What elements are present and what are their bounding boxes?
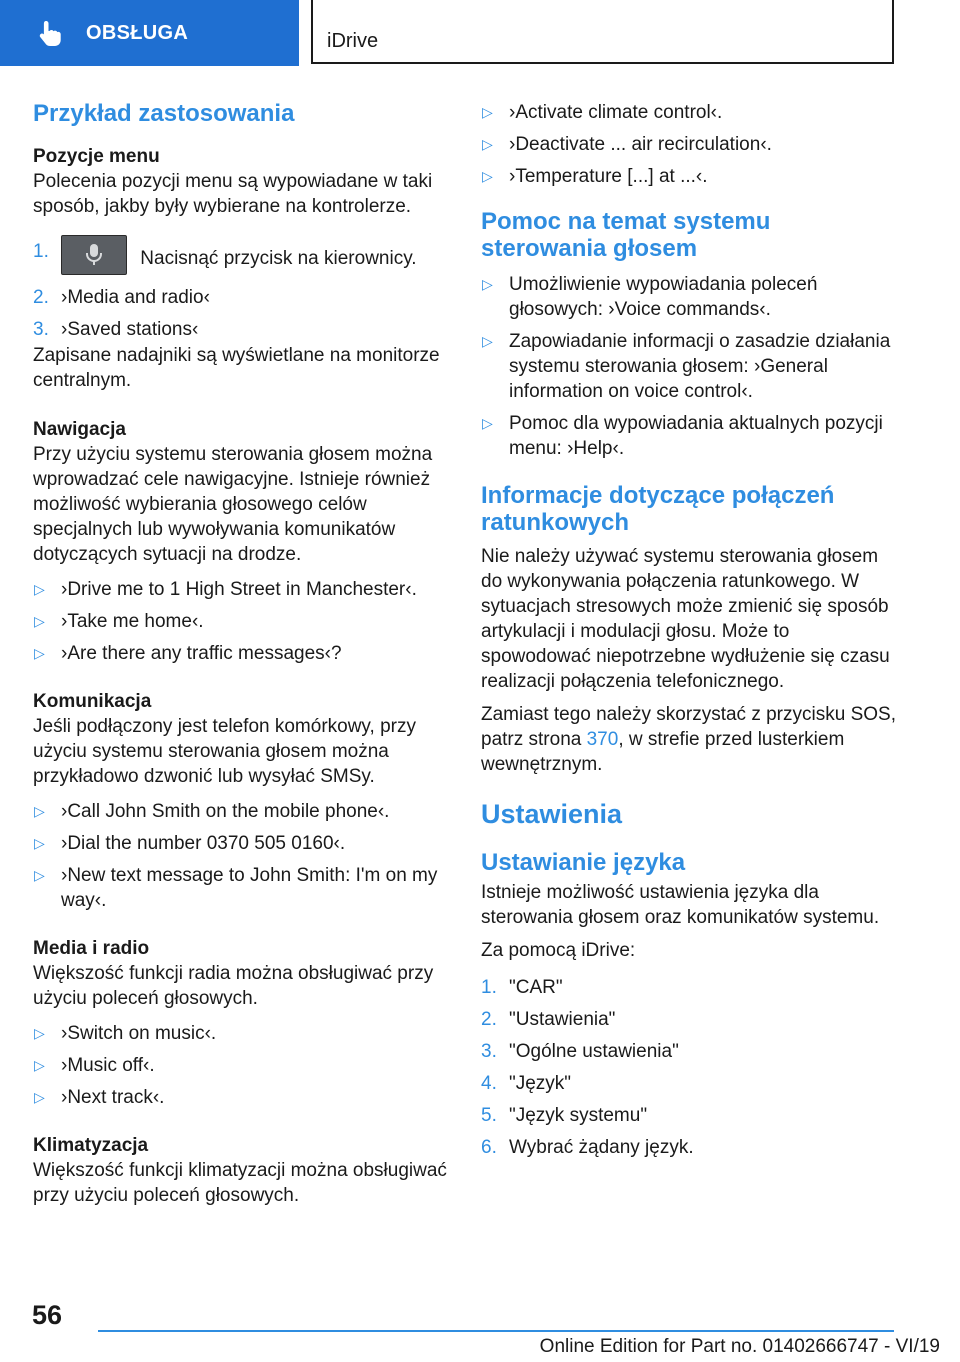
list-item-text: ›Take me home‹. <box>61 611 204 632</box>
list-item-text: ›Activate climate control‹. <box>509 102 723 123</box>
comm-heading: Komunikacja <box>33 691 152 712</box>
list-item <box>33 641 453 666</box>
list-item-text: ›Music off‹. <box>61 1055 155 1076</box>
step-item <box>481 975 901 1000</box>
list-item <box>33 831 453 856</box>
pointing-hand-icon <box>38 19 64 47</box>
step-number: 6. <box>481 1137 497 1158</box>
step-item <box>33 285 453 310</box>
list-item-text: ›Are there any traffic messages‹? <box>61 643 342 664</box>
edition-note: Online Edition for Part no. 01402666747 - VI/19 <box>539 1336 940 1357</box>
list-item-text: ›Dial the number 0370 505 0160‹. <box>61 833 346 854</box>
step-text: "Język systemu" <box>509 1105 648 1126</box>
emergency-text: Nie należy używać systemu sterowania głosem do wykonywania połączenia ratunkowego. W sytuacjach stresowych może zmienić się sposób artykulacji i modulacji głosu. Może to spowodować niepotrzebne wydłużenie się czasu realizacji połączenia telefonicznego. <box>481 546 890 692</box>
triangle-bullet-icon: ▷ <box>34 613 45 629</box>
footer-divider <box>98 1330 894 1332</box>
language-title: Ustawianie języka <box>481 849 686 876</box>
header-bar <box>0 0 960 66</box>
idrive-via: Za pomocą iDrive: <box>481 940 636 961</box>
step-number: 1. <box>481 977 497 998</box>
triangle-bullet-icon: ▷ <box>34 581 45 597</box>
step-text: Nacisnąć przycisk na kierownicy. <box>140 248 417 270</box>
language-text: Istnieje możliwość ustawienia języka dla sterowania głosem oraz komunikatów systemu. <box>481 882 880 928</box>
triangle-bullet-icon: ▷ <box>34 645 45 661</box>
section-tab-label: OBSŁUGA <box>86 21 189 44</box>
media-text: Większość funkcji radia można obsługiwać przy użyciu poleceń głosowych. <box>33 963 434 1009</box>
list-item <box>481 272 901 322</box>
menu-heading: Pozycje menu <box>33 146 160 167</box>
triangle-bullet-icon: ▷ <box>482 168 493 184</box>
list-item <box>481 411 901 461</box>
step-item <box>481 1039 901 1064</box>
triangle-bullet-icon: ▷ <box>482 276 493 292</box>
menu-outro: Zapisane nadajniki są wyświetlane na monitorze centralnym. <box>33 345 440 391</box>
step-number: 4. <box>481 1073 497 1094</box>
triangle-bullet-icon: ▷ <box>482 136 493 152</box>
list-item-text: ›Next track‹. <box>61 1087 165 1108</box>
triangle-bullet-icon: ▷ <box>482 104 493 120</box>
step-item <box>481 1135 901 1160</box>
comm-text: Jeśli podłączony jest telefon komórkowy, przy użyciu systemu sterowania głosem można przykładowo dzwonić lub wysyłać SMSy. <box>33 716 416 787</box>
triangle-bullet-icon: ▷ <box>34 803 45 819</box>
step-text: ›Saved stations‹ <box>61 319 199 340</box>
section-tab[interactable] <box>0 0 299 66</box>
emergency-sos-after: , w strefie przed lusterkiem wewnętrznym. <box>481 729 845 775</box>
list-item <box>33 577 453 602</box>
triangle-bullet-icon: ▷ <box>34 835 45 851</box>
climate-heading: Klimatyzacja <box>33 1135 149 1156</box>
list-item <box>33 863 453 913</box>
step-number: 2. <box>33 287 49 308</box>
nav-heading: Nawigacja <box>33 419 126 440</box>
step-item <box>33 239 453 279</box>
list-item-text: Umożliwienie wypowiadania poleceń głosowych: ›Voice commands‹. <box>509 274 818 320</box>
step-item <box>481 1007 901 1032</box>
list-item-text: ›New text message to John Smith: I'm on my way‹. <box>61 865 438 911</box>
triangle-bullet-icon: ▷ <box>34 1025 45 1041</box>
triangle-bullet-icon: ▷ <box>34 1057 45 1073</box>
step-text: "Ogólne ustawienia" <box>509 1041 679 1062</box>
step-text: "CAR" <box>509 977 563 998</box>
chapter-tab-label: iDrive <box>327 30 379 52</box>
list-item <box>33 1021 453 1046</box>
list-item-text: ›Drive me to 1 High Street in Manchester‹. <box>61 579 417 600</box>
list-item <box>33 799 453 824</box>
voice-button-image <box>61 235 127 275</box>
list-item-text: ›Deactivate ... air recirculation‹. <box>509 134 772 155</box>
triangle-bullet-icon: ▷ <box>482 333 493 349</box>
menu-intro: Polecenia pozycji menu są wypowiadane w taki sposób, jakby były wybierane na kontrolerze. <box>33 171 433 217</box>
page-link[interactable]: 370 <box>586 729 619 750</box>
triangle-bullet-icon: ▷ <box>482 415 493 431</box>
chapter-tab[interactable] <box>311 0 894 64</box>
right-column <box>481 100 901 1167</box>
climate-text: Większość funkcji klimatyzacji można obsługiwać przy użyciu poleceń głosowych. <box>33 1160 447 1206</box>
list-item-text: ›Temperature [...] at ...‹. <box>509 166 708 187</box>
emergency-title: Informacje dotyczące połączeń ratunkowych <box>481 482 835 536</box>
list-item <box>33 1085 453 1110</box>
step-item <box>33 317 453 342</box>
nav-text: Przy użyciu systemu sterowania głosem można wprowadzać cele nawigacyjne. Istnieje również możliwość wybierania głosowego celów specjalnych lub wywoływania komunikatów dotyczących sytuacji na drodze. <box>33 444 433 565</box>
list-item-text: ›Call John Smith on the mobile phone‹. <box>61 801 390 822</box>
step-text: "Ustawienia" <box>509 1009 616 1030</box>
help-title: Pomoc na temat systemu sterowania głosem <box>481 208 771 262</box>
list-item-text: Zapowiadanie informacji o zasadzie działania systemu sterowania głosem: ›General information on voice control‹. <box>509 331 891 402</box>
step-number: 1. <box>33 241 49 262</box>
list-item-text: ›Switch on music‹. <box>61 1023 217 1044</box>
step-text: Wybrać żądany język. <box>509 1137 694 1158</box>
step-item <box>481 1071 901 1096</box>
list-item-text: Pomoc dla wypowiadania aktualnych pozycji menu: ›Help‹. <box>509 413 883 459</box>
triangle-bullet-icon: ▷ <box>34 867 45 883</box>
page-number: 56 <box>32 1300 63 1330</box>
list-item <box>481 164 901 189</box>
emergency-sos-text <box>481 702 901 777</box>
step-number: 3. <box>33 319 49 340</box>
section-title: Przykład zastosowania <box>33 100 295 127</box>
step-item <box>481 1103 901 1128</box>
list-item <box>481 132 901 157</box>
microphone-icon <box>85 243 103 267</box>
step-number: 5. <box>481 1105 497 1126</box>
list-item <box>33 1053 453 1078</box>
list-item <box>33 609 453 634</box>
step-text: ›Media and radio‹ <box>61 287 210 308</box>
step-number: 3. <box>481 1041 497 1062</box>
media-heading: Media i radio <box>33 938 150 959</box>
step-text: "Język" <box>509 1073 572 1094</box>
list-item <box>481 100 901 125</box>
emergency-sos-before: Zamiast tego należy skorzystać z przycisku SOS, patrz strona <box>481 704 896 750</box>
triangle-bullet-icon: ▷ <box>34 1089 45 1105</box>
left-column <box>33 100 453 1216</box>
step-number: 2. <box>481 1009 497 1030</box>
list-item <box>481 329 901 404</box>
settings-title: Ustawienia <box>481 799 623 829</box>
